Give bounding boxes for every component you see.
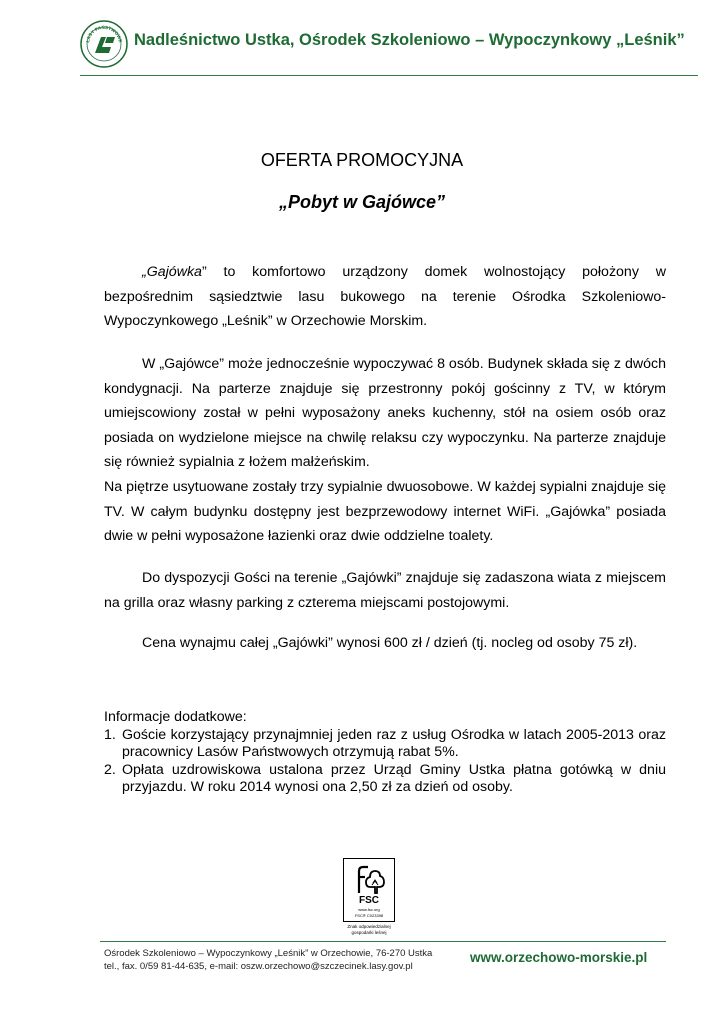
fsc-code: FSC® C023398: [354, 913, 384, 918]
lasy-panstwowe-logo-icon: [80, 20, 128, 68]
paragraph-description: [104, 352, 666, 549]
list-item: [104, 727, 666, 762]
list-item-number: 2.: [104, 761, 116, 778]
gajowka-name: „Gajówka: [142, 264, 202, 280]
footer-address: Ośrodek Szkoleniowo – Wypoczynkowy „Leśnik” w Orzechowie, 76-270 Ustka: [104, 948, 433, 959]
fsc-caption: [330, 924, 408, 936]
offer-label: OFERTA PROMOCYJNA: [260, 150, 464, 170]
footer-website-link[interactable]: www.orzechowo-morskie.pl: [470, 950, 648, 965]
fsc-word: FSC: [359, 895, 379, 906]
footer-contact: [104, 948, 432, 973]
footer-divider: [100, 941, 666, 942]
paragraph-intro: [104, 260, 666, 334]
additional-info: [104, 709, 666, 797]
paragraph-price: Cena wynajmu całej „Gajówki” wynosi 600 zł / dzień (tj. nocleg od osoby 75 zł).: [142, 635, 638, 651]
list-item: [104, 762, 666, 797]
fsc-tree-icon: [351, 863, 387, 895]
additional-info-list: [104, 727, 666, 797]
logo-ring-text: LASY PAŃSTWOWE: [85, 24, 123, 43]
additional-info-heading: Informacje dodatkowe:: [104, 709, 247, 725]
paragraph-intro-text: ” to komfortowo urządzony domek wolnostojący położony w bezpośrednim sąsiedztwie lasu bukowego na terenie Ośrodka Szkoleniowo-Wypoczynkowego „Leśnik” w Orzechowie Morskim.: [104, 264, 666, 330]
list-item-text: Opłata uzdrowiskowa ustalona przez Urząd Gminy Ustka płatna gotówką w dniu przyjazdu. W roku 2014 wynosi ona 2,50 zł za dzień od osoby.: [122, 761, 666, 795]
list-item-text: Goście korzystający przynajmniej jeden raz z usług Ośrodka w latach 2005-2013 oraz pracownicy Lasów Państwowych otrzymują rabat 5%.: [122, 726, 666, 760]
fsc-caption-line: Znak odpowiedzialnej: [347, 924, 391, 929]
footer-phone-email: tel., fax. 0/59 81-44-635, e-mail: oszw.orzechowo@szczecinek.lasy.gov.pl: [104, 960, 413, 972]
paragraph-upper-floor: Na piętrze usytuowane zostały trzy sypialnie dwuosobowe. W każdej sypialni znajduje się TV. W całym budynku dostępny jest bezprzewodowy internet WiFi. „Gajówka” posiada dwie w pełni wyposażone łazienki oraz dwie oddzielne toalety.: [104, 478, 666, 545]
paragraph-ground-floor: W „Gajówce” może jednocześnie wypoczywać 8 osób. Budynek składa się z dwóch kondygnacji. Na parterze znajduje się przestronny pokój gościnny z TV, w którym umiejscowiony został w pełni wyposażony aneks kuchenny, stół na osiem osób oraz posiada on wydzielone miejsce na chwilę relaksu czy wypoczynku. Na parterze znajduje się również sypialnia z łożem małżeńskim.: [104, 356, 666, 471]
letterhead: [80, 18, 700, 78]
header-divider: [80, 75, 698, 76]
offer-title: „Pobyt w Gajówce”: [278, 192, 446, 212]
fsc-caption-line: gospodarki leśnej: [351, 930, 387, 935]
fsc-url: www.fsc.org: [358, 907, 380, 912]
fsc-label: [343, 858, 395, 922]
paragraph-amenities: Do dyspozycji Gości na terenie „Gajówki” znajduje się zadaszona wiata z miejscem na grilla oraz własny parking z czterema miejscami postojowymi.: [104, 570, 666, 611]
list-item-number: 1.: [104, 726, 116, 743]
header-title: Nadleśnictwo Ustka, Ośrodek Szkoleniowo – Wypoczynkowy „Leśnik”: [134, 31, 685, 49]
